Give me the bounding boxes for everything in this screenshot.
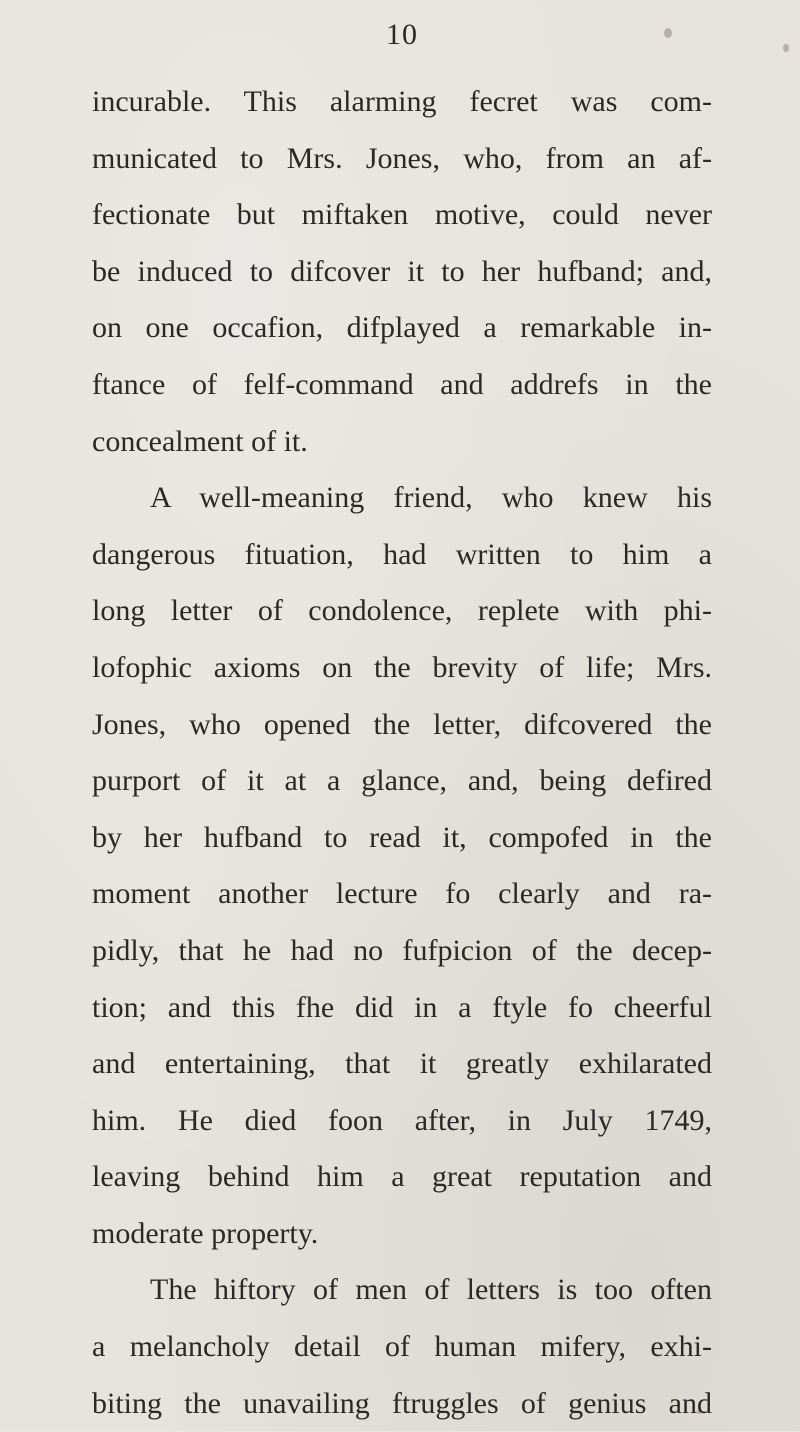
page-number: 10 xyxy=(386,18,418,51)
text-line: concealment of it. xyxy=(92,424,308,458)
text-line: long letter of condolence, replete with phi- xyxy=(92,594,712,628)
text-line: A well-meaning friend, who knew his xyxy=(150,481,712,515)
text-line: The hiftory of men of letters is too often xyxy=(150,1273,712,1307)
text-line: moment another lecture fo clearly and ra- xyxy=(92,877,712,911)
paper-spot xyxy=(664,28,672,38)
text-line: moderate property. xyxy=(92,1216,319,1250)
text-line: a melancholy detail of human mifery, exhi- xyxy=(92,1330,712,1364)
text-line: ftance of felf-command and addrefs in the xyxy=(92,367,712,401)
text-line: on one occafion, difplayed a remarkable in- xyxy=(92,311,712,345)
text-line: purport of it at a glance, and, being defired xyxy=(92,764,712,798)
text-line: Jones, who opened the letter, difcovered the xyxy=(92,707,712,741)
text-line: him. He died foon after, in July 1749, xyxy=(92,1103,712,1137)
text-line: lofophic axioms on the brevity of life; Mrs. xyxy=(92,650,712,684)
text-line: incurable. This alarming fecret was com- xyxy=(92,85,712,118)
paper-spot xyxy=(783,44,789,52)
text-line: fectionate but miftaken motive, could never xyxy=(92,198,712,232)
text-line: pidly, that he had no fufpicion of the decep- xyxy=(92,933,712,967)
text-line: dangerous fituation, had written to him a xyxy=(92,537,712,571)
text-line: and entertaining, that it greatly exhilarated xyxy=(92,1047,712,1081)
text-line: be induced to difcover it to her hufband; and, xyxy=(92,254,712,288)
text-line: tion; and this fhe did in a ftyle fo cheerful xyxy=(92,990,712,1024)
body-text xyxy=(92,74,712,1432)
text-line: biting the unavailing ftruggles of genius and xyxy=(92,1386,712,1420)
text-line: leaving behind him a great reputation and xyxy=(92,1160,712,1194)
text-line: by her hufband to read it, compofed in the xyxy=(92,820,712,854)
text-line: municated to Mrs. Jones, who, from an af- xyxy=(92,141,712,175)
